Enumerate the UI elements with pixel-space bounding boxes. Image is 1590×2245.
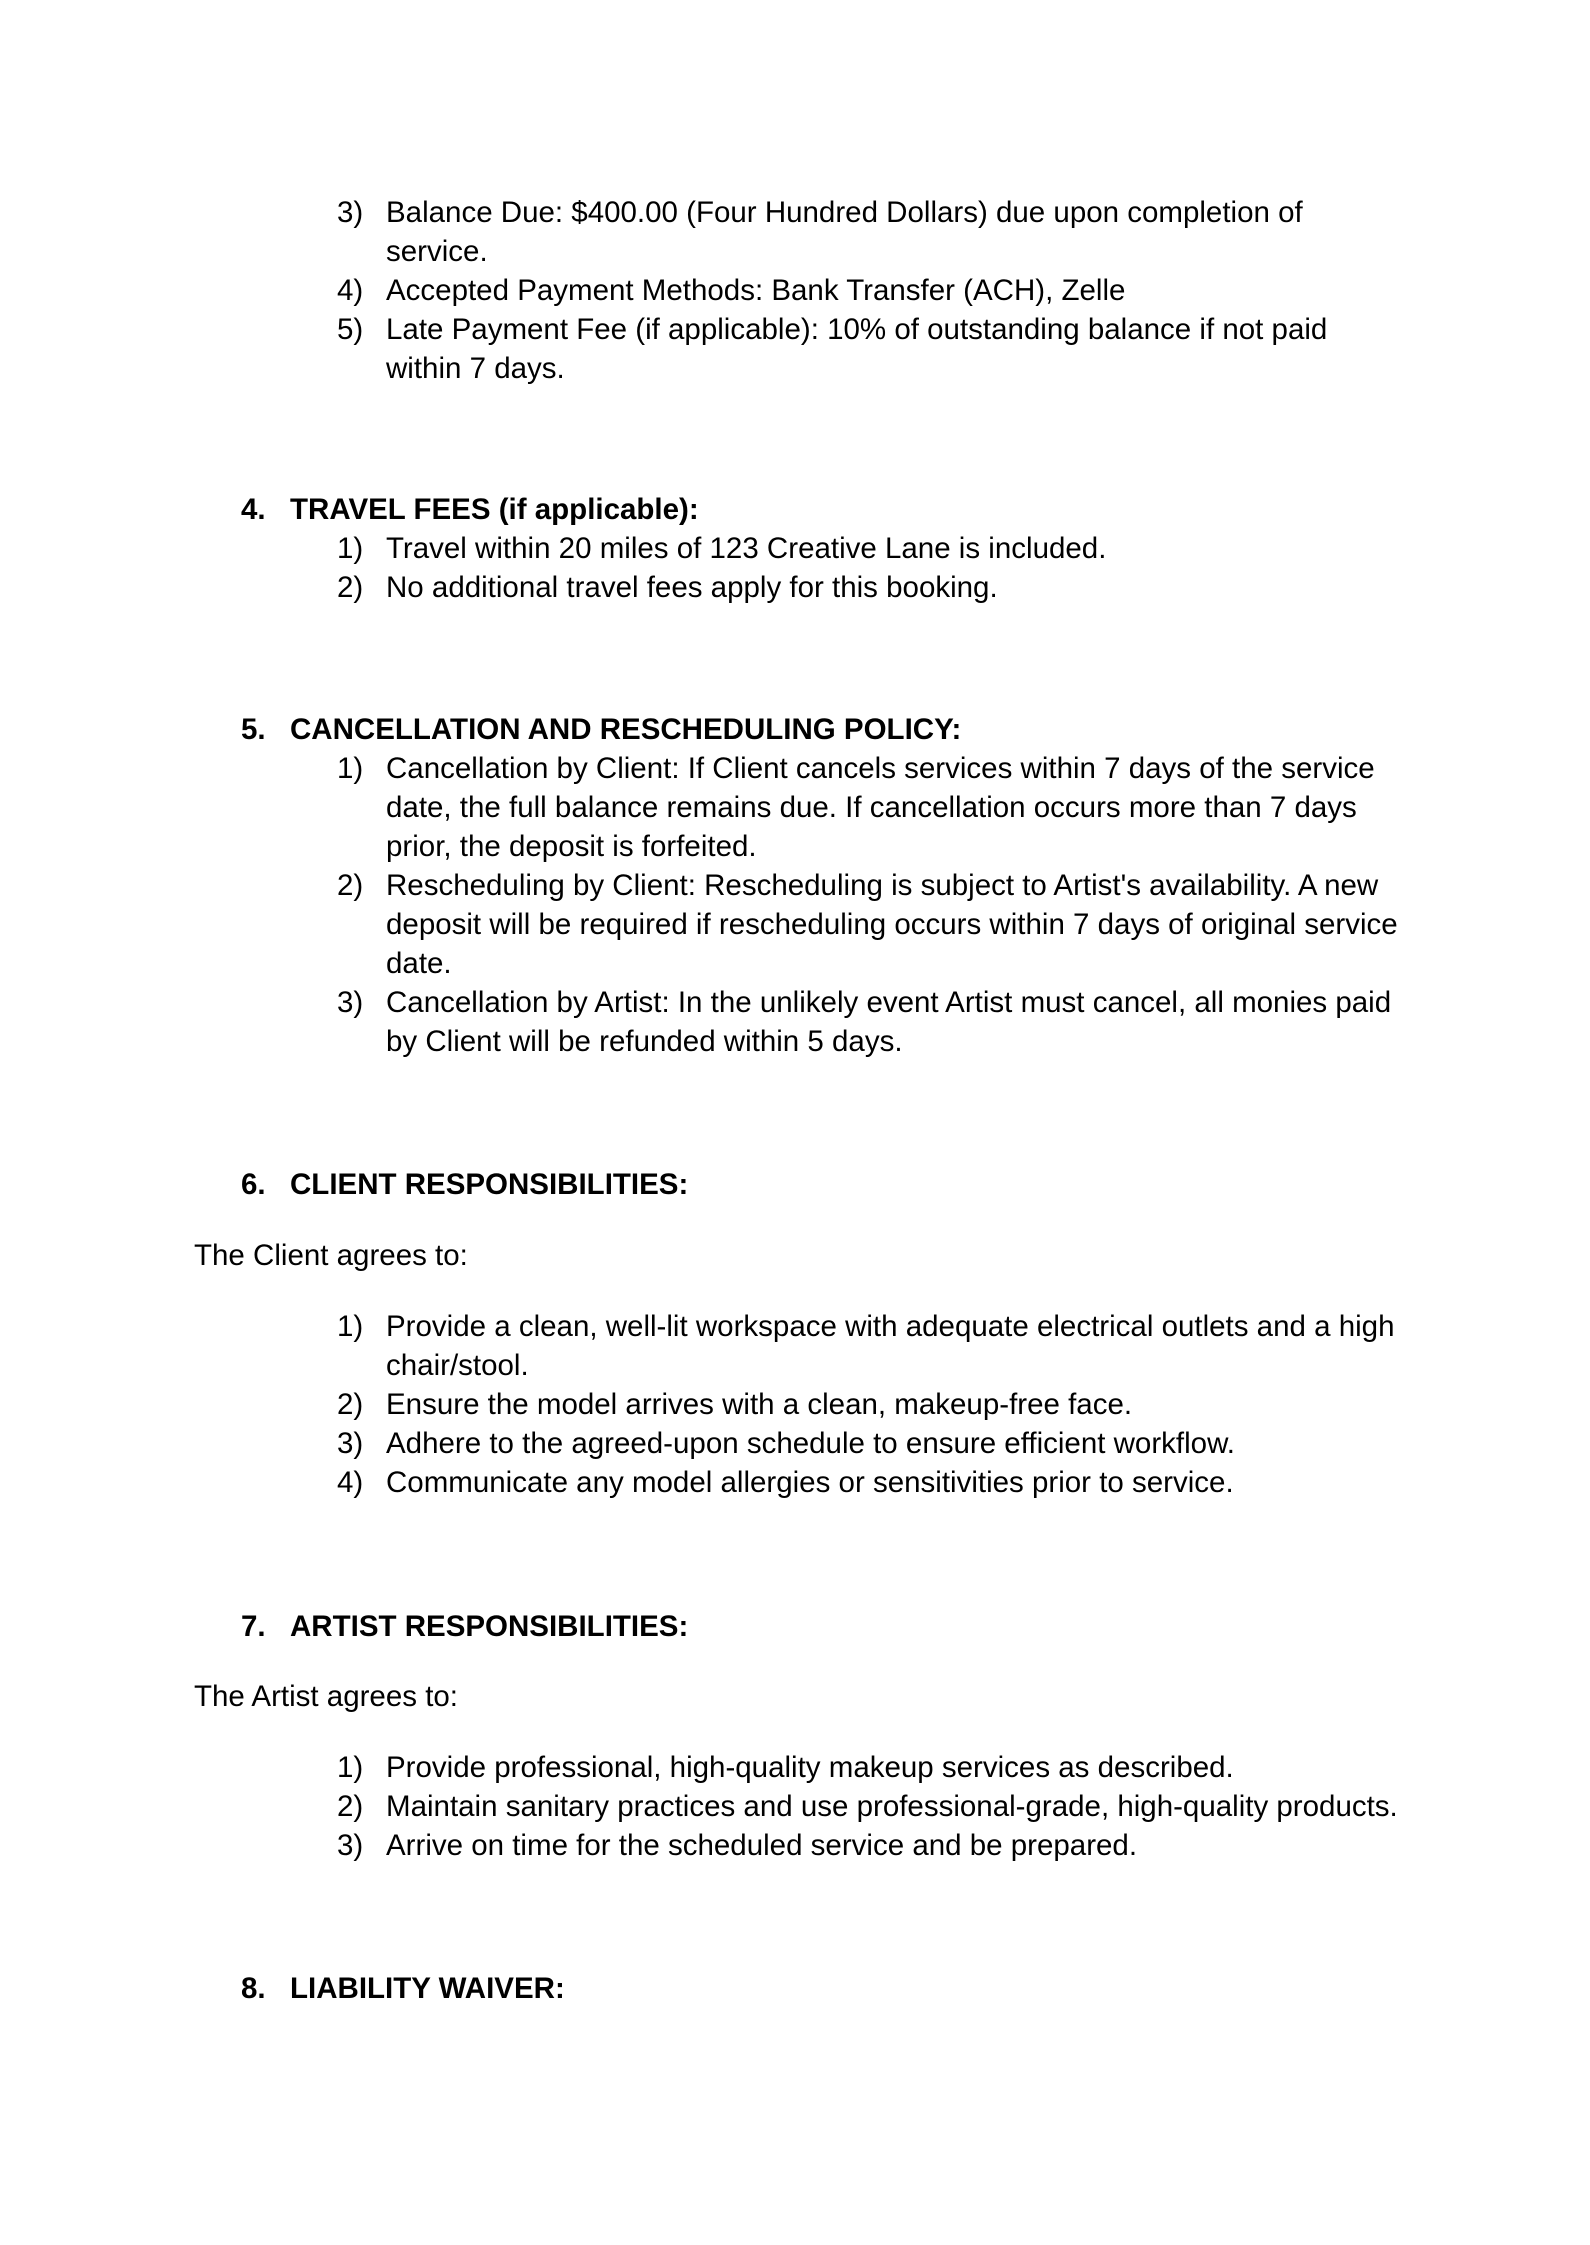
list-number: 1) <box>337 1751 364 1784</box>
list-text: Ensure the model arrives with a clean, makeup-free face. <box>386 1388 1133 1421</box>
list-text: Accepted Payment Methods: Bank Transfer (ACH), Zelle <box>386 274 1126 307</box>
list-text: Cancellation by Client: If Client cancels services within 7 days of the service date, the full balance remains due. If cancellation occurs more than 7 days prior, the deposit is forfeited. <box>386 752 1375 863</box>
travel-list <box>0 529 1590 607</box>
section-number: 5. <box>241 713 266 746</box>
list-item <box>0 1748 1590 1787</box>
list-text: Provide a clean, well-lit workspace with adequate electrical outlets and a high chair/stool. <box>386 1310 1395 1382</box>
list-number: 3) <box>337 196 364 229</box>
list-text: Maintain sanitary practices and use professional-grade, high-quality products. <box>386 1790 1398 1823</box>
list-number: 3) <box>337 1427 364 1460</box>
section-title: TRAVEL FEES (if applicable): <box>290 493 699 526</box>
list-text: Balance Due: $400.00 (Four Hundred Dollars) due upon completion of service. <box>386 196 1303 268</box>
list-item <box>0 983 1590 1061</box>
list-text: Late Payment Fee (if applicable): 10% of outstanding balance if not paid within 7 days. <box>386 313 1328 385</box>
list-item <box>0 1826 1590 1865</box>
list-number: 4) <box>337 274 364 307</box>
list-number: 2) <box>337 1388 364 1421</box>
section-title: ARTIST RESPONSIBILITIES: <box>290 1610 689 1643</box>
list-text: Cancellation by Artist: In the unlikely event Artist must cancel, all monies paid by Client will be refunded within 5 days. <box>386 986 1392 1058</box>
list-number: 2) <box>337 571 364 604</box>
list-number: 1) <box>337 1310 364 1343</box>
list-item <box>0 1307 1590 1385</box>
list-text: Provide professional, high-quality makeup services as described. <box>386 1751 1234 1784</box>
section-title: CANCELLATION AND RESCHEDULING POLICY: <box>290 713 962 746</box>
list-item <box>0 310 1590 388</box>
payment-list <box>0 193 1590 388</box>
list-text: No additional travel fees apply for this booking. <box>386 571 998 604</box>
cancellation-list <box>0 749 1590 1061</box>
list-item <box>0 193 1590 271</box>
list-item <box>0 1787 1590 1826</box>
list-item <box>0 1463 1590 1502</box>
client-intro: The Client agrees to: <box>194 1239 468 1272</box>
section-title: CLIENT RESPONSIBILITIES: <box>290 1168 689 1201</box>
artist-intro: The Artist agrees to: <box>194 1680 458 1713</box>
list-item <box>0 1424 1590 1463</box>
list-text: Travel within 20 miles of 123 Creative Lane is included. <box>386 532 1107 565</box>
section-number: 6. <box>241 1168 266 1201</box>
list-item <box>0 866 1590 983</box>
artist-list <box>0 1748 1590 1865</box>
section-number: 8. <box>241 1972 266 2005</box>
section-number: 7. <box>241 1610 266 1643</box>
list-number: 3) <box>337 986 364 1019</box>
client-list <box>0 1307 1590 1502</box>
list-text: Rescheduling by Client: Rescheduling is subject to Artist's availability. A new deposit will be required if rescheduling occurs within 7 days of original service date. <box>386 869 1398 980</box>
list-item <box>0 271 1590 310</box>
section-title: LIABILITY WAIVER: <box>290 1972 565 2005</box>
list-number: 1) <box>337 752 364 785</box>
section-number: 4. <box>241 493 266 526</box>
list-number: 4) <box>337 1466 364 1499</box>
list-text: Arrive on time for the scheduled service and be prepared. <box>386 1829 1138 1862</box>
list-item <box>0 1385 1590 1424</box>
list-text: Communicate any model allergies or sensitivities prior to service. <box>386 1466 1234 1499</box>
list-number: 1) <box>337 532 364 565</box>
list-number: 2) <box>337 1790 364 1823</box>
list-item <box>0 749 1590 866</box>
list-text: Adhere to the agreed-upon schedule to ensure efficient workflow. <box>386 1427 1235 1460</box>
list-number: 2) <box>337 869 364 902</box>
list-number: 5) <box>337 313 364 346</box>
list-number: 3) <box>337 1829 364 1862</box>
list-item <box>0 529 1590 568</box>
list-item <box>0 568 1590 607</box>
